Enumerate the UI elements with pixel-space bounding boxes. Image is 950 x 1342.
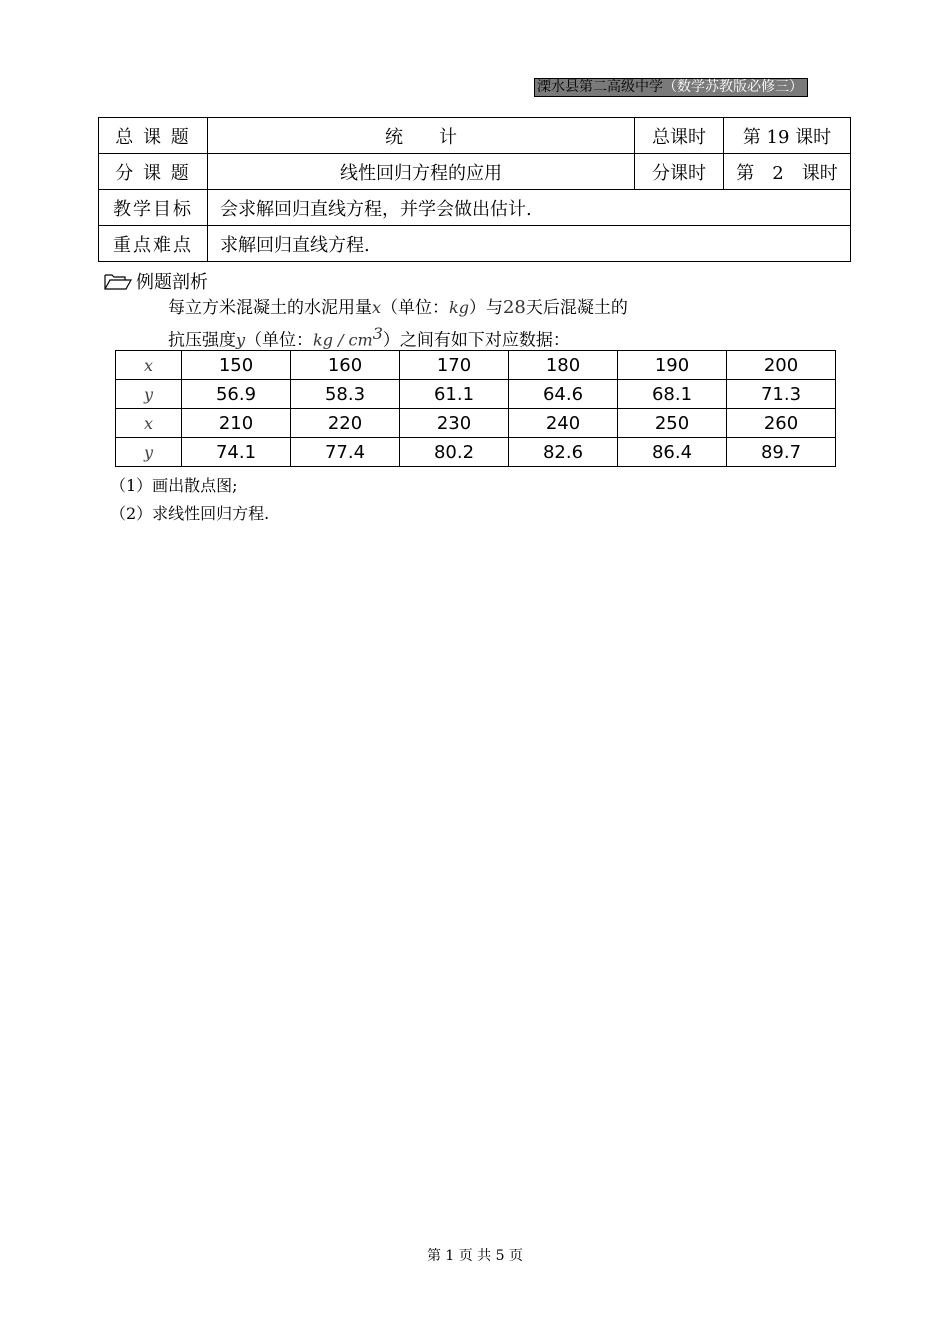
problem-text: （单位： (245, 330, 314, 351)
total-topic-value: 统 计 (208, 118, 635, 154)
total-hours-value: 第 19 课时 (724, 118, 851, 154)
sub-hours-value: 第 2 课时 (724, 154, 851, 190)
table-cell: 77.4 (291, 438, 400, 467)
table-row (116, 438, 836, 467)
sub-hours-label: 分课时 (635, 154, 724, 190)
unit-kg-cm: kg / cm (313, 330, 373, 350)
problem-text: ）与 (468, 298, 503, 318)
section-heading (104, 268, 208, 294)
lesson-info-table (98, 117, 851, 262)
table-cell: 180 (509, 351, 618, 380)
folder-icon (104, 272, 132, 290)
table-cell: 240 (509, 409, 618, 438)
sub-topic-label: 分 课 题 (99, 154, 208, 190)
table-cell: 58.3 (291, 380, 400, 409)
total-topic-label: 总 课 题 (99, 118, 208, 154)
table-cell: 61.1 (400, 380, 509, 409)
unit-exponent: 3 (372, 324, 383, 343)
data-table (115, 350, 836, 467)
key-points-value: 求解回归直线方程. (208, 226, 851, 262)
problem-text: 抗压强度 (168, 330, 236, 351)
problem-text: 每立方米混凝土的水泥用量 (168, 298, 372, 318)
table-row (116, 380, 836, 409)
info-row-goal (99, 190, 851, 226)
table-cell: 190 (618, 351, 727, 380)
question-1: （1）画出散点图; (110, 476, 238, 495)
school-name: 溧水县第二高级中学 (537, 79, 663, 95)
table-cell: 89.7 (727, 438, 836, 467)
table-cell: 56.9 (182, 380, 291, 409)
row-header: y (116, 438, 182, 467)
table-cell: 250 (618, 409, 727, 438)
table-cell: 82.6 (509, 438, 618, 467)
page-footer: 第 1 页 共 5 页 (426, 1248, 524, 1264)
table-cell: 86.4 (618, 438, 727, 467)
info-row-total (99, 118, 851, 154)
table-cell: 230 (400, 409, 509, 438)
table-cell: 74.1 (182, 438, 291, 467)
var-x: x (372, 298, 382, 317)
problem-line-1 (168, 293, 628, 318)
table-cell: 80.2 (400, 438, 509, 467)
problem-text: （单位： (381, 298, 450, 318)
table-cell: 160 (291, 351, 400, 380)
edition-label: （数学苏教版必修三） (663, 79, 803, 95)
table-cell: 200 (727, 351, 836, 380)
table-row (116, 409, 836, 438)
goal-value: 会求解回归直线方程，并学会做出估计. (208, 190, 851, 226)
table-cell: 220 (291, 409, 400, 438)
total-hours-label: 总课时 (635, 118, 724, 154)
key-points-label: 重点难点 (99, 226, 208, 262)
row-header: y (116, 380, 182, 409)
problem-text: ）之间有如下对应数据： (382, 330, 570, 351)
unit-kg: kg (449, 298, 469, 317)
days-number: 28 (502, 297, 526, 318)
problem-text: 天后混凝土的 (525, 298, 628, 318)
info-row-sub (99, 154, 851, 190)
table-cell: 260 (727, 409, 836, 438)
row-header: x (116, 351, 182, 380)
var-y: y (236, 330, 246, 350)
table-cell: 170 (400, 351, 509, 380)
table-row (116, 351, 836, 380)
table-cell: 150 (182, 351, 291, 380)
header-tag (534, 78, 808, 97)
section-title: 例题剖析 (136, 272, 208, 293)
sub-topic-value: 线性回归方程的应用 (208, 154, 635, 190)
table-cell: 210 (182, 409, 291, 438)
table-cell: 64.6 (509, 380, 618, 409)
problem-line-2 (168, 324, 570, 351)
info-row-key (99, 226, 851, 262)
question-2: （2）求线性回归方程. (110, 504, 270, 523)
table-cell: 68.1 (618, 380, 727, 409)
row-header: x (116, 409, 182, 438)
table-cell: 71.3 (727, 380, 836, 409)
goal-label: 教学目标 (99, 190, 208, 226)
